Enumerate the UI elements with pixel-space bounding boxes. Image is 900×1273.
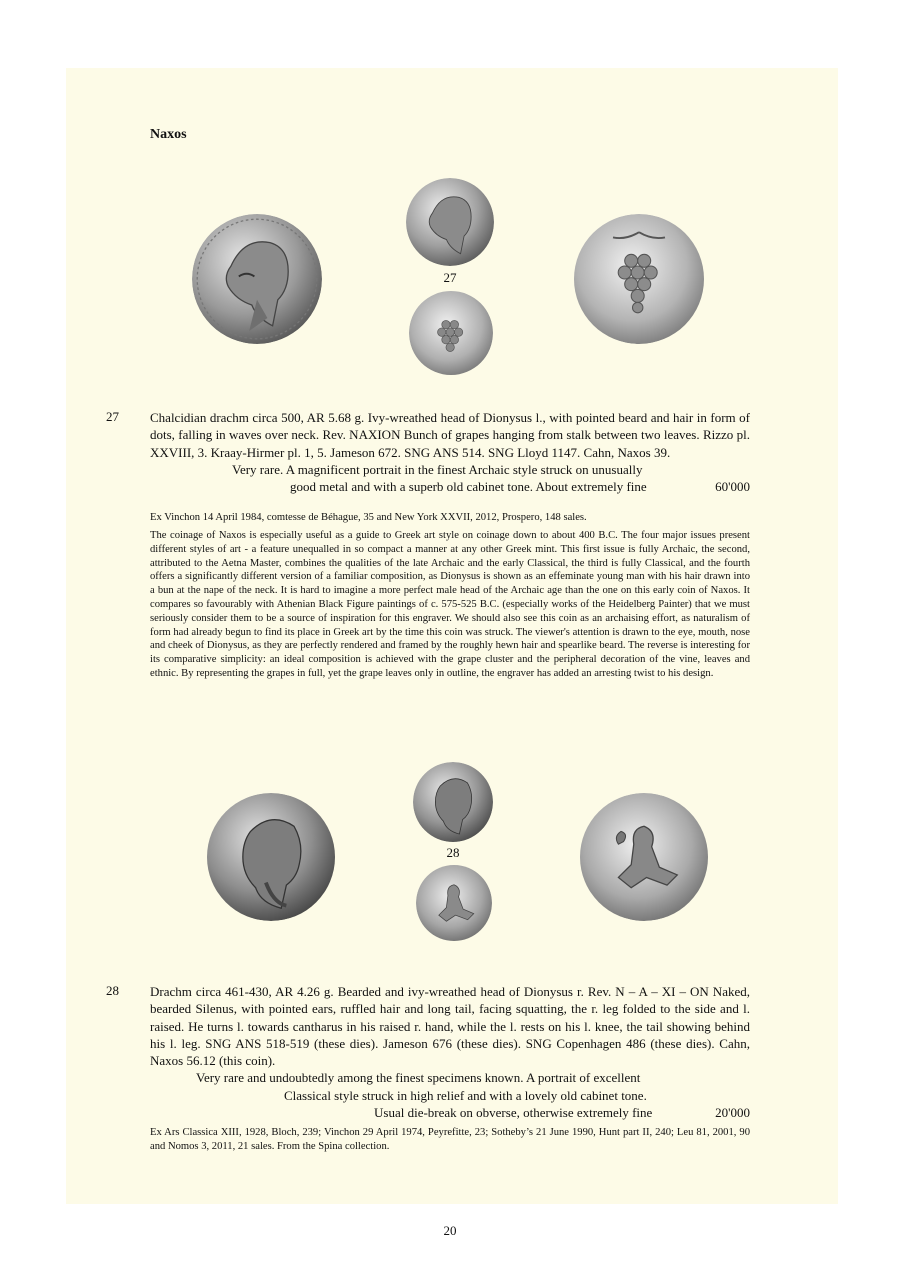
grape-bunch-small-image (409, 290, 493, 376)
silenus-image (579, 793, 709, 921)
coin-28-obverse-small (413, 762, 493, 842)
coin-27-reverse-large (573, 214, 705, 344)
lot-price: 60'000 (715, 479, 750, 495)
coin-28-reverse-small (416, 864, 492, 942)
lot-remark: Very rare. A magnificent portrait in the finest Archaic style struck on unusually (232, 461, 643, 477)
lot-price: 20'000 (715, 1105, 750, 1121)
lot-provenance (150, 511, 750, 525)
provenance-text: Ex Ars Classica XIII, 1928, Bloch, 239; Vinchon 29 April 1974, Peyrefitte, 23; Sotheby’s 21 June 1990, Hunt part II, 240; Leu 81, 2001, 90 and Nomos 3, 2011, 21 sales. From the Spina collection. (150, 1127, 750, 1152)
coin-28-reverse-large (579, 793, 709, 921)
coin-27-obverse-small (406, 178, 494, 266)
coin-number-28: 28 (446, 845, 460, 860)
grape-bunch-image (573, 214, 705, 344)
lot-remark-line (150, 1104, 750, 1121)
lot-remark: Usual die-break on obverse, otherwise extremely fine (374, 1105, 653, 1121)
lot-description (150, 983, 750, 1121)
dionysus-archaic-head-small-image (406, 178, 494, 266)
lot-remark: Very rare and undoubtedly among the finest specimens known. A portrait of excellent (196, 1070, 641, 1086)
lot-remark: good metal and with a superb old cabinet tone. About extremely fine (290, 479, 647, 495)
lot-remark: Classical style struck in high relief and with a lovely old cabinet tone. (284, 1087, 647, 1103)
coin-28-obverse-large (206, 793, 336, 921)
dionysus-archaic-head-image (192, 214, 322, 344)
provenance-text: Ex Vinchon 14 April 1984, comtesse de Béhague, 35 and New York XXVII, 2012, Prospero, 148 sales. (150, 512, 587, 523)
dionysus-classical-head-image (206, 793, 336, 921)
coin-number-27: 27 (443, 270, 457, 285)
lot-provenance (150, 1126, 750, 1154)
silenus-small-image (416, 864, 492, 942)
lot-remark-line (150, 461, 750, 478)
note-text: The coinage of Naxos is especially useful as a guide to Greek art style on coinage down to about 400 B.C. The four major issues present different styles of art - a feature unequalled in so compact a manner at any other Greek mint. This first issue is fully Archaic, the second, attributed to the Aetna Master, combines the qualities of the late Archaic and the early Classical, the third is fully Classical, and the fourth offers a significantly different version of a familiar composition, as Dionysus is shown as an effeminate young man with his hair drawn into a bun at the nape of the neck. It is hard to imagine a more perfect male head of the Archaic age than the one on this early coin of Naxos. It compares so favourably with Athenian Black Figure paintings of c. 575-525 B.C. (especially works of the Heidelberg Painter) that we must seriously consider them to be a source of inspiration for this engraver. We should also see this coin as an archaising effort, as naturalism of form had already begun to find its place in Greek art by the time this coin was struck. The viewer's attention is drawn to the eye, mouth, nose and cheek of Dionysus, as they are perfectly rendered and framed by the roughly hewn hair and spearlike beard. The reverse is interesting for its comparative simplicity: an ideal composition is achieved with the grape cluster and the peripheral decoration of the vine, leaves and ethnic. By representing the grapes in full, yet the grape leaves only in outline, the engraver has added an arresting twist to his design. (150, 530, 750, 679)
section-title: Naxos (150, 127, 187, 142)
coin-27-obverse-large (192, 214, 322, 344)
lot-remark-line (150, 1087, 750, 1104)
coin-27-reverse-small (409, 290, 493, 376)
lot-description-text: Chalcidian drachm circa 500, AR 5.68 g. Ivy-wreathed head of Dionysus l., with pointed beard and hair in form of dots, falling in waves over neck. Rev. NAXION Bunch of grapes hanging from stalk between two leaves. Rizzo pl. XXVIII, 3. Kraay-Hirmer pl. 1, 5. Jameson 672. SNG ANS 514. SNG Lloyd 1147. Cahn, Naxos 39. (150, 410, 750, 460)
lot-note (150, 529, 750, 681)
dionysus-classical-head-small-image (413, 762, 493, 842)
lot-remark-line (150, 478, 750, 495)
lot-number: 27 (106, 409, 119, 424)
lot-description-text: Drachm circa 461-430, AR 4.26 g. Bearded and ivy-wreathed head of Dionysus r. Rev. N – A – XI – ON Naked, bearded Silenus, with pointed ears, ruffled hair and long tail, facing squatting, the r. leg folded to the side and l. raised. He turns l. towards cantharus in his raised r. hand, while the l. rests on his l. knee, the tail showing behind his l. leg. SNG ANS 518-519 (these dies). Jameson 676 (these dies). SNG Copenhagen 486 (these dies). Cahn, Naxos 56.12 (this coin). (150, 984, 750, 1069)
lot-remark-line (150, 1069, 750, 1086)
page-number: 20 (443, 1223, 457, 1238)
lot-number: 28 (106, 983, 119, 998)
lot-description (150, 409, 750, 495)
